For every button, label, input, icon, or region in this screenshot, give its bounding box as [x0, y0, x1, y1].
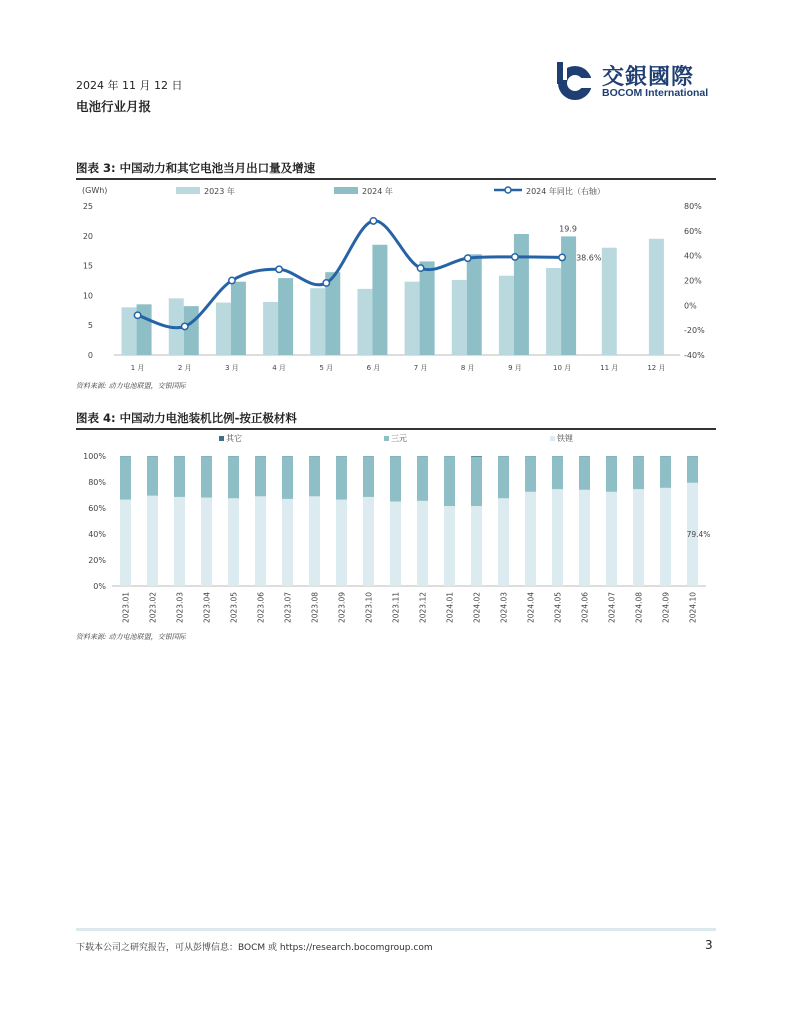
bar-segment-lfp [201, 498, 212, 586]
y2-tick-label: 20% [684, 276, 702, 286]
yoy-point [370, 218, 376, 224]
bar-segment-lfp [579, 490, 590, 586]
figure3-title: 图表 3: 中国动力和其它电池当月出口量及增速 [76, 161, 316, 175]
bar-segment-other [471, 456, 482, 457]
bar-segment-ncm [363, 456, 374, 497]
bar-segment-ncm [120, 456, 131, 499]
x-tick-label: 6 月 [366, 364, 381, 372]
bar-segment-ncm [228, 456, 239, 498]
bar-2023 [357, 289, 372, 355]
x-tick-label: 2023.08 [310, 592, 320, 624]
x-tick-label: 2023.01 [121, 592, 131, 624]
x-tick-label: 2023.04 [202, 592, 212, 624]
x-tick-label: 2024.10 [688, 592, 698, 624]
figure3-source: 资料来源: 动力电池联盟，交银国际 [76, 382, 186, 390]
bar-segment-lfp [309, 496, 320, 586]
bar-segment-lfp [282, 499, 293, 586]
legend-label-2024: 2024 年 [362, 187, 393, 196]
bar-segment-ncm [606, 456, 617, 491]
y-tick-label: 80% [88, 478, 106, 487]
x-tick-label: 2023.02 [148, 592, 158, 624]
bar-segment-ncm [147, 456, 158, 495]
y-tick-label: 0 [87, 351, 93, 360]
yoy-point [512, 254, 518, 260]
bar-segment-ncm [660, 456, 671, 488]
x-tick-label: 2024.03 [499, 592, 509, 624]
report-title: 电池行业月报 [76, 99, 152, 114]
bar-segment-ncm [255, 456, 266, 496]
yoy-point [134, 312, 140, 318]
y-tick-label: 0% [93, 582, 106, 591]
bar-segment-lfp [363, 497, 374, 586]
y-tick-label: 100% [83, 452, 106, 461]
yoy-point [323, 280, 329, 286]
legend-marker-yoy [505, 187, 511, 193]
y-tick-label: 5 [87, 321, 93, 331]
bar-segment-ncm [579, 456, 590, 490]
x-tick-label: 7 月 [413, 364, 428, 372]
x-tick-label: 2024.08 [634, 592, 644, 624]
y-axis-unit-label: (GWh) [82, 186, 108, 195]
y2-tick-label: 0% [684, 301, 697, 311]
yoy-line [138, 221, 563, 328]
yoy-point [465, 255, 471, 261]
x-tick-label: 2024.06 [580, 592, 590, 624]
y2-tick-label: 40% [684, 251, 702, 261]
bar-2024 [467, 254, 482, 355]
legend-swatch-2024 [334, 187, 358, 194]
legend-swatch-2 [550, 436, 555, 441]
bar-segment-ncm [444, 456, 455, 506]
y-tick-label: 20 [82, 231, 93, 241]
x-tick-label: 9 月 [508, 364, 522, 372]
footer-rule [76, 928, 716, 931]
bar-segment-ncm [390, 456, 401, 501]
data-label-oct-yoy: 38.6% [576, 253, 602, 263]
x-tick-label: 2023.10 [364, 592, 374, 624]
x-tick-label: 2024.04 [526, 592, 536, 624]
legend-label-2: 铁锂 [557, 434, 573, 443]
bar-segment-ncm [471, 457, 482, 506]
bar-segment-ncm [552, 456, 563, 489]
figure4-source: 资料来源: 动力电池联盟，交银国际 [76, 633, 186, 641]
x-tick-label: 2023.03 [175, 592, 185, 624]
bar-segment-lfp [606, 492, 617, 586]
bar-segment-lfp [471, 506, 482, 586]
x-tick-label: 1 月 [130, 364, 145, 372]
logo-chinese-text: 交銀國際 [602, 65, 695, 90]
bar-2023 [263, 302, 278, 355]
x-tick-label: 2023.07 [283, 592, 293, 624]
yoy-point [417, 265, 423, 271]
bar-segment-lfp [417, 501, 428, 586]
bar-2024 [420, 261, 435, 355]
x-tick-label: 12 月 [647, 364, 666, 372]
legend-swatch-1 [384, 436, 389, 441]
bar-2023 [499, 276, 514, 355]
logo-mark-icon [552, 58, 598, 104]
bar-segment-ncm [336, 456, 347, 499]
y2-tick-label: -20% [684, 326, 705, 336]
x-tick-label: 2 月 [177, 364, 192, 372]
data-label-oct-2024: 19.9 [559, 224, 577, 234]
legend-label-2023: 2023 年 [204, 187, 235, 196]
bar-2024 [184, 306, 199, 355]
legend-swatch-2023 [176, 187, 200, 194]
bar-segment-lfp [444, 506, 455, 586]
y-tick-label: 15 [82, 261, 93, 271]
bar-2023 [649, 239, 664, 355]
bar-2023 [602, 248, 617, 355]
bar-segment-ncm [309, 456, 320, 496]
bar-2024 [514, 234, 529, 355]
bar-2023 [452, 280, 467, 355]
x-tick-label: 2024.05 [553, 592, 563, 624]
legend-swatch-0 [219, 436, 224, 441]
bar-segment-lfp [255, 496, 266, 586]
bar-segment-lfp [525, 492, 536, 586]
x-tick-label: 2023.06 [256, 592, 266, 624]
x-tick-label: 3 月 [225, 364, 239, 372]
bar-segment-lfp [174, 497, 185, 586]
y2-tick-label: 60% [684, 226, 702, 236]
x-tick-label: 2024.01 [445, 592, 455, 624]
bar-segment-lfp [633, 489, 644, 586]
x-tick-label: 5 月 [319, 364, 334, 372]
x-tick-label: 2023.11 [391, 592, 401, 624]
report-date: 2024 年 11 月 12 日 [76, 79, 183, 92]
bar-segment-lfp [390, 502, 401, 587]
bar-segment-ncm [498, 456, 509, 498]
bocom-logo [552, 58, 722, 106]
legend-label-1: 三元 [391, 434, 407, 443]
bar-segment-ncm [417, 456, 428, 501]
page-number: 3 [705, 938, 713, 952]
x-tick-label: 2023.12 [418, 592, 428, 624]
y-tick-label: 60% [88, 504, 106, 513]
bar-2023 [216, 303, 231, 355]
legend-label-yoy: 2024 年同比（右轴） [526, 187, 605, 196]
bar-segment-ncm [525, 456, 536, 491]
x-tick-label: 4 月 [272, 364, 286, 372]
yoy-point [182, 323, 188, 329]
y-tick-label: 40% [88, 530, 106, 539]
bar-segment-lfp [228, 498, 239, 586]
x-tick-label: 2024.09 [661, 592, 671, 624]
x-tick-label: 2023.05 [229, 592, 239, 624]
bar-segment-lfp [147, 496, 158, 586]
x-tick-label: 2024.02 [472, 592, 482, 624]
bar-2024 [278, 278, 293, 355]
bar-2024 [231, 282, 246, 355]
cathode-share-chart [76, 430, 716, 630]
logo-english-text: BOCOM International [602, 87, 709, 99]
y2-tick-label: 80% [684, 202, 702, 211]
bar-segment-ncm [282, 456, 293, 499]
bar-segment-ncm [687, 456, 698, 483]
x-tick-label: 10 月 [553, 364, 572, 372]
bar-segment-ncm [201, 456, 212, 497]
bar-segment-lfp [498, 498, 509, 586]
bar-2023 [310, 288, 325, 355]
y2-tick-label: -40% [684, 351, 705, 360]
data-label-lfp-oct: 79.4% [686, 530, 711, 539]
yoy-point [276, 266, 282, 272]
figure4-title: 图表 4: 中国动力电池装机比例-按正极材料 [76, 411, 297, 425]
y-tick-label: 10 [82, 291, 93, 301]
footer-download-note: 下载本公司之研究报告，可从彭博信息：BOCM 或 https://research.bocomgroup.com [76, 943, 433, 953]
bar-segment-lfp [660, 488, 671, 586]
bar-segment-lfp [552, 489, 563, 586]
bar-segment-lfp [336, 500, 347, 586]
y-tick-label: 20% [88, 556, 106, 565]
legend-label-0: 其它 [226, 434, 242, 443]
y-tick-label: 25 [82, 202, 93, 211]
x-tick-label: 11 月 [600, 364, 619, 372]
bar-segment-ncm [174, 456, 185, 497]
yoy-point [559, 254, 565, 260]
bar-segment-lfp [120, 500, 131, 586]
export-volume-chart [76, 180, 716, 380]
bar-2023 [405, 282, 420, 355]
x-tick-label: 2024.07 [607, 592, 617, 624]
bar-2024 [372, 245, 387, 355]
yoy-point [229, 277, 235, 283]
x-tick-label: 8 月 [460, 364, 475, 372]
x-tick-label: 2023.09 [337, 592, 347, 624]
bar-segment-ncm [633, 456, 644, 489]
bar-2023 [546, 268, 561, 355]
